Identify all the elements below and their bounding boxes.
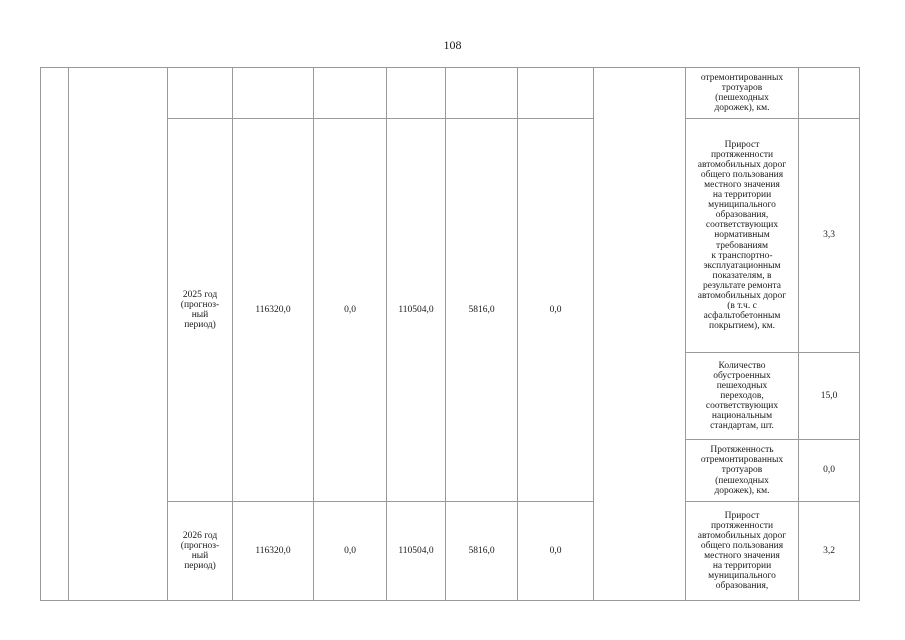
local-budget-cell: 5816,0: [446, 119, 518, 502]
period-cell: [168, 68, 233, 119]
executor-cell: [594, 68, 686, 601]
number-cell: [41, 68, 69, 601]
indicator-name-cell: Протяженность отремонтированных тротуаров (пешеходных дорожек), км.: [686, 440, 799, 502]
regional-budget-cell: 110504,0: [387, 119, 446, 502]
indicator-name-cell: Прирост протяженности автомобильных дорог общего пользования местного значения на территории муниципального образования,: [686, 502, 799, 601]
local-budget-cell: 5816,0: [446, 502, 518, 601]
regional-budget-cell: 110504,0: [387, 502, 446, 601]
federal-budget-cell: 0,0: [314, 119, 387, 502]
period-cell: 2025 год (прогноз- ный период): [168, 119, 233, 502]
other-sources-cell: 0,0: [518, 119, 594, 502]
regional-budget-cell: [387, 68, 446, 119]
federal-budget-cell: [314, 68, 387, 119]
federal-budget-cell: 0,0: [314, 502, 387, 601]
other-sources-cell: [518, 68, 594, 119]
indicator-value-cell: 3,2: [799, 502, 860, 601]
other-sources-cell: 0,0: [518, 502, 594, 601]
indicator-value-cell: [799, 68, 860, 119]
measure-name-cell: [69, 68, 168, 601]
local-budget-cell: [446, 68, 518, 119]
indicator-value-cell: 3,3: [799, 119, 860, 353]
total-cell: [233, 68, 314, 119]
budget-table: [40, 67, 860, 601]
indicator-name-cell: Количество обустроенных пешеходных переходов, соответствующих национальным стандартам, шт.: [686, 353, 799, 440]
indicator-name-cell: Прирост протяженности автомобильных дорог общего пользования местного значения на территории муниципального образования, соответствующих нормативным требованиям к транспортно- эксплуатационным показателям, в результате ремонта автомобильных дорог (в т.ч. с асфальтобетонным покрытием), км.: [686, 119, 799, 353]
total-cell: 116320,0: [233, 119, 314, 502]
indicator-name-cell: отремонтированных тротуаров (пешеходных дорожек), км.: [686, 68, 799, 119]
total-cell: 116320,0: [233, 502, 314, 601]
indicator-value-cell: 0,0: [799, 440, 860, 502]
period-cell: 2026 год (прогноз- ный период): [168, 502, 233, 601]
page-number: 108: [443, 38, 462, 52]
table-row: [41, 68, 860, 119]
indicator-value-cell: 15,0: [799, 353, 860, 440]
